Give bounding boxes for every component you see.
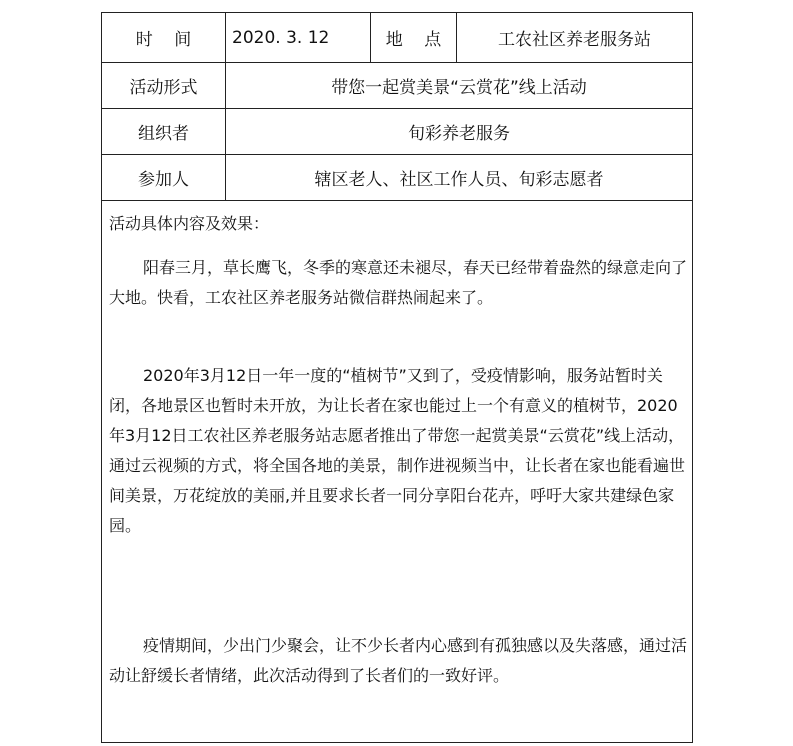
content-paragraph: 阳春三月，草长鹰飞，冬季的寒意还未褪尽，春天已经带着盎然的绿意走向了大地。快看，工农社区养老服务站微信群热闹起来了。 (109, 258, 688, 307)
location-label: 地 点 (371, 13, 457, 62)
row-participants (102, 155, 692, 201)
content-heading: 活动具体内容及效果： (109, 214, 270, 233)
participants-value: 辖区老人、社区工作人员、旬彩志愿者 (314, 170, 604, 190)
activity-form-value: 带您一起赏美景“云赏花”线上活动 (331, 78, 587, 98)
activity-content-section (102, 201, 692, 742)
content-paragraph: 2020年3月12日一年一度的“植树节”又到了，受疫情影响，服务站暂时关闭，各地景区也暂时未开放，为让长者在家也能过上一个有意义的植树节，2020年3月12日工农社区养老服务站志愿者推出了带您一起赏美景“云赏花”线上活动，通过云视频的方式，将全国各地的美景，制作进视频当中，让长者在家也能看遍世间美景，万花绽放的美丽,并且要求长者一同分享阳台花卉，呼吁大家共建绿色家园。 (109, 366, 686, 535)
time-label: 时 间 (102, 13, 226, 62)
activity-form-label: 活动形式 (102, 63, 226, 108)
location-value: 工农社区养老服务站 (498, 30, 651, 50)
row-time-location (102, 13, 692, 63)
content-paragraph: 疫情期间，少出门少聚会，让不少长者内心感到有孤独感以及失落感，通过活动让舒缓长者情绪，此次活动得到了长者们的一致好评。 (109, 636, 688, 685)
row-activity-form (102, 63, 692, 109)
participants-label: 参加人 (102, 155, 226, 200)
activity-record-form (101, 12, 693, 743)
time-value: 2020. 3. 12 (226, 13, 371, 62)
row-organizer (102, 109, 692, 155)
organizer-label: 组织者 (102, 109, 226, 154)
organizer-value: 旬彩养老服务 (408, 124, 510, 144)
